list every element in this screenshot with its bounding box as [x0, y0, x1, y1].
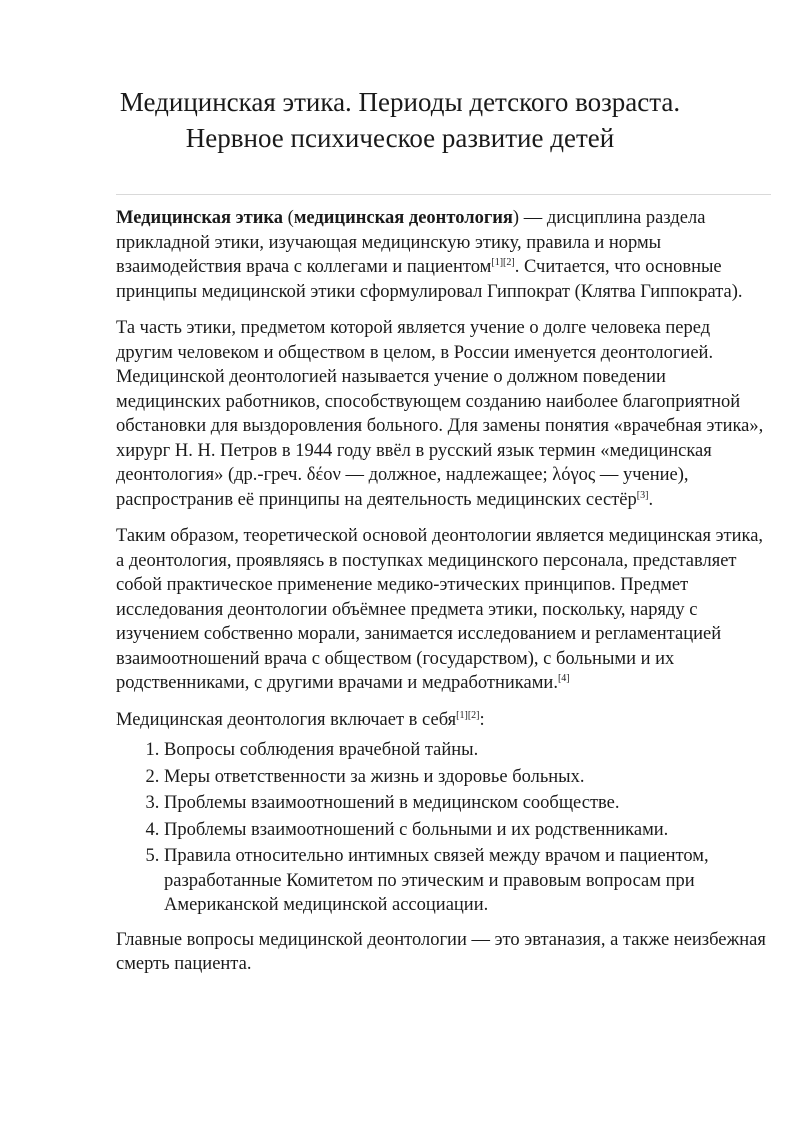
paragraph-list-intro	[116, 708, 771, 733]
list-item: 5. Правила относительно интимных связей между врачом и пациентом, разработанные Комитетом по этическим и правовым вопросам при Американской медицинской ассоциации.	[164, 844, 771, 918]
period: .	[648, 489, 654, 510]
colon: :	[479, 709, 485, 730]
deontology-list	[116, 738, 771, 918]
list-item: 3. Проблемы взаимоотношений в медицинском сообществе.	[164, 791, 771, 816]
list-intro-text: Медицинская деонтология включает в себя	[116, 709, 457, 730]
paragraph-definition	[116, 206, 771, 304]
term-medical-ethics: Медицинская этика	[116, 208, 284, 228]
history-text: Та часть этики, предметом которой является учение о долге человека перед другим человеком и обществом в целом, в России именуется деонтологией. Медицинской деонтологией называется учение о должном поведении медицинских работников, способствующем созданию наиболее благоприятной обстановки для выздоровления больного. Для замены понятия «врачебная этика», хирург Н. Н. Петров в 1944 году ввёл в русский язык термин «медицинская деонтология» (др.-греч. δέον — должное, надлежащее; λόγος — учение), распространив её принципы на деятельность медицинских сестёр	[116, 318, 764, 510]
list-item: 1. Вопросы соблюдения врачебной тайны.	[164, 738, 771, 763]
paren-open: (	[283, 208, 294, 228]
footnote-ref[interactable]: [1][2]	[456, 709, 480, 721]
document-title	[60, 84, 740, 156]
definition-text-cont: . Считается, что основные принципы медицинской этики сформулировал Гиппократ (Клятва Гиппократа).	[116, 257, 743, 302]
theory-text: Таким образом, теоретической основой деонтологии является медицинская этика, а деонтология, проявляясь в поступках медицинского персонала, представляет собой практическое применение медико-этических принципов. Предмет исследования деонтологии объёмнее предмета этики, поскольку, наряду с изучением собственно морали, занимается исследованием и регламентацией взаимоотношений врача с обществом (государством), с больными и их родственниками, с другими врачами и медработниками.	[116, 526, 764, 693]
title-line-2: Нервное психическое развитие детей	[185, 123, 615, 153]
footnote-ref[interactable]: [4]	[557, 673, 570, 684]
paragraph-theory	[116, 524, 771, 696]
footnote-ref[interactable]: [1][2]	[491, 257, 515, 268]
paragraph-main-questions: Главные вопросы медицинской деонтологии — это эвтаназия, а также неизбежная смерть пациента.	[116, 929, 766, 974]
title-divider	[116, 194, 771, 195]
definition-text: ) — дисциплина раздела прикладной этики, изучающая медицинскую этику, правила и нормы взаимодействия врача с коллегами и пациентом	[116, 208, 706, 277]
title-line-1: Медицинская этика. Периоды детского возраста.	[119, 87, 681, 117]
paragraph-history	[116, 316, 771, 512]
list-item: 2. Меры ответственности за жизнь и здоровье больных.	[164, 765, 771, 790]
footnote-ref[interactable]: [3]	[636, 489, 649, 501]
list-item: 4. Проблемы взаимоотношений с больными и их родственниками.	[164, 818, 771, 843]
term-medical-deontology: медицинская деонтология	[293, 208, 513, 228]
document-body	[116, 206, 771, 989]
